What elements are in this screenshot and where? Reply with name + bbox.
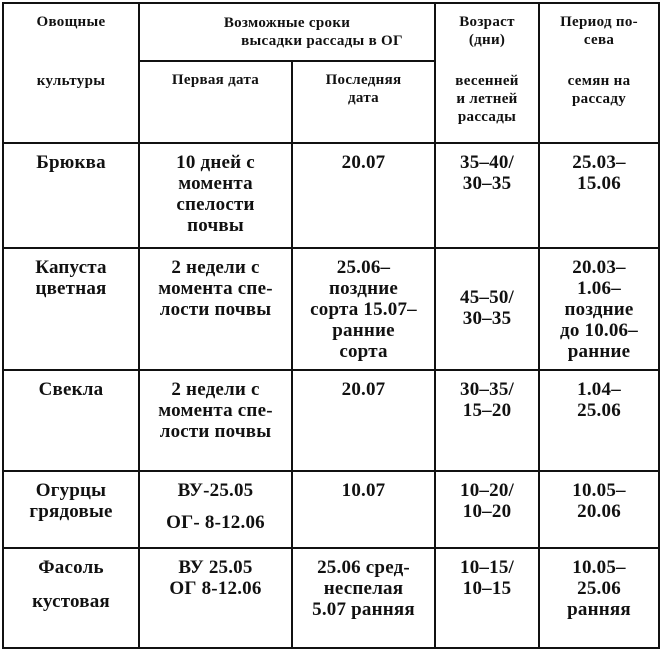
first-date-line: ВУ 25.05 <box>178 557 253 578</box>
first-date-cell <box>139 248 292 370</box>
sowing-period-line: 25.06 <box>577 578 621 599</box>
age-line: 35–40/ <box>460 152 514 173</box>
crop-name-line: Брюква <box>36 152 106 173</box>
age-line: 10–15/ <box>460 557 514 578</box>
sowing-period-line: 10.05– <box>572 557 626 578</box>
age-cell <box>435 248 539 370</box>
last-date-line: сорта 15.07– <box>310 299 417 320</box>
seedling-planting-table <box>2 2 660 649</box>
sowing-period-line: 1.06– <box>577 278 621 299</box>
table-row <box>3 143 659 248</box>
header-crop <box>3 3 139 143</box>
age-line: 30–35 <box>462 308 512 329</box>
first-date-line: 2 недели с <box>171 379 260 400</box>
sowing-period-line: 20.03– <box>572 257 626 278</box>
age-cell <box>435 548 539 648</box>
header-last-date-line-2: дата <box>348 90 379 106</box>
first-date-line: 2 недели с <box>171 257 260 278</box>
sowing-period-line: 25.03– <box>572 152 626 173</box>
header-sowing-period-line-3: семян на <box>567 73 631 89</box>
sowing-period-line: до 10.06– <box>560 320 638 341</box>
first-date-line: лости почвы <box>159 421 272 442</box>
crop-name-line: Фасоль <box>38 557 104 578</box>
header-crop-line-1: Овощные <box>36 14 106 30</box>
crop-cell <box>3 248 139 370</box>
first-date-line: ОГ 8-12.06 <box>169 578 262 599</box>
table-row <box>3 548 659 648</box>
header-planting-dates <box>139 3 435 61</box>
header-age-line-2: (дни) <box>468 32 506 48</box>
last-date-line: сорта <box>339 341 388 362</box>
crop-name-line: грядовые <box>29 501 113 522</box>
last-date-cell <box>292 471 435 548</box>
crop-cell <box>3 370 139 471</box>
header-first-date <box>139 61 292 143</box>
age-line: 10–20/ <box>460 480 514 501</box>
sowing-period-cell <box>539 370 659 471</box>
first-date-cell <box>139 370 292 471</box>
last-date-line: 5.07 ранняя <box>312 599 415 620</box>
last-date-cell <box>292 370 435 471</box>
sowing-period-cell <box>539 548 659 648</box>
header-last-date-line-1: Последняя <box>325 72 402 88</box>
last-date-line: 25.06– <box>336 257 391 278</box>
sowing-period-cell <box>539 471 659 548</box>
sowing-period-cell <box>539 248 659 370</box>
sowing-period-line: ранние <box>567 341 631 362</box>
age-line: 15–20 <box>462 400 512 421</box>
header-age-line-4: и летней <box>456 91 518 107</box>
first-date-line: ВУ-25.05 <box>177 480 254 501</box>
header-age <box>435 3 539 143</box>
last-date-cell <box>292 143 435 248</box>
sowing-period-line: 1.04– <box>577 379 621 400</box>
header-planting-dates-line-1: Возможные сроки <box>223 15 351 31</box>
crop-name-line: Огурцы <box>35 480 107 501</box>
header-sowing-period-line-4: рассаду <box>572 91 627 107</box>
first-date-line: почвы <box>187 215 244 236</box>
age-cell <box>435 143 539 248</box>
sowing-period-line: ранняя <box>567 599 631 620</box>
table-row <box>3 248 659 370</box>
age-line: 30–35/ <box>460 379 514 400</box>
age-line: 45–50/ <box>460 287 514 308</box>
last-date-line: поздние <box>328 278 399 299</box>
last-date-line: ранние <box>332 320 395 341</box>
header-age-line-5: рассады <box>457 109 517 125</box>
last-date-cell <box>292 548 435 648</box>
first-date-cell <box>139 143 292 248</box>
table-row <box>3 471 659 548</box>
first-date-line: момента спе- <box>158 400 273 421</box>
table-row <box>3 370 659 471</box>
crop-cell <box>3 471 139 548</box>
header-sowing-period-line-2: сева <box>583 32 615 48</box>
first-date-line: момента спе- <box>158 278 273 299</box>
first-date-line: спелости <box>176 194 255 215</box>
sowing-period-cell <box>539 143 659 248</box>
last-date-line: неспелая <box>323 578 404 599</box>
age-line: 10–15 <box>462 578 512 599</box>
sowing-period-line: поздние <box>564 299 634 320</box>
crop-name-line: кустовая <box>32 591 110 612</box>
crop-cell <box>3 548 139 648</box>
sowing-period-line: 15.06 <box>577 173 621 194</box>
crop-name-line: Капуста <box>35 257 107 278</box>
first-date-line: ОГ- 8-12.06 <box>166 512 265 533</box>
sowing-period-line: 25.06 <box>577 400 621 421</box>
last-date-cell <box>292 248 435 370</box>
age-cell <box>435 471 539 548</box>
header-crop-line-2: культуры <box>36 73 106 89</box>
age-cell <box>435 370 539 471</box>
sowing-period-line: 10.05– <box>572 480 626 501</box>
first-date-cell <box>139 471 292 548</box>
crop-name-line: Свекла <box>38 379 104 400</box>
header-age-line-3: весенней <box>455 73 519 89</box>
crop-name-line: цветная <box>35 278 107 299</box>
header-planting-dates-line-2: высадки рассады в ОГ <box>241 33 403 49</box>
header-first-date-line-1: Первая дата <box>171 72 260 88</box>
last-date-line: 10.07 <box>341 480 386 501</box>
header-sowing-period <box>539 3 659 143</box>
last-date-line: 20.07 <box>341 152 386 173</box>
header-age-line-1: Возраст <box>459 14 515 30</box>
age-line: 30–35 <box>462 173 512 194</box>
header-last-date <box>292 61 435 143</box>
first-date-line: момента <box>178 173 253 194</box>
last-date-line: 25.06 сред- <box>317 557 410 578</box>
last-date-line: 20.07 <box>341 379 386 400</box>
first-date-line: лости почвы <box>159 299 272 320</box>
crop-cell <box>3 143 139 248</box>
first-date-line: 10 дней с <box>176 152 255 173</box>
age-line: 10–20 <box>462 501 512 522</box>
header-sowing-period-line-1: Период по- <box>560 14 638 30</box>
sowing-period-line: 20.06 <box>577 501 621 522</box>
first-date-cell <box>139 548 292 648</box>
